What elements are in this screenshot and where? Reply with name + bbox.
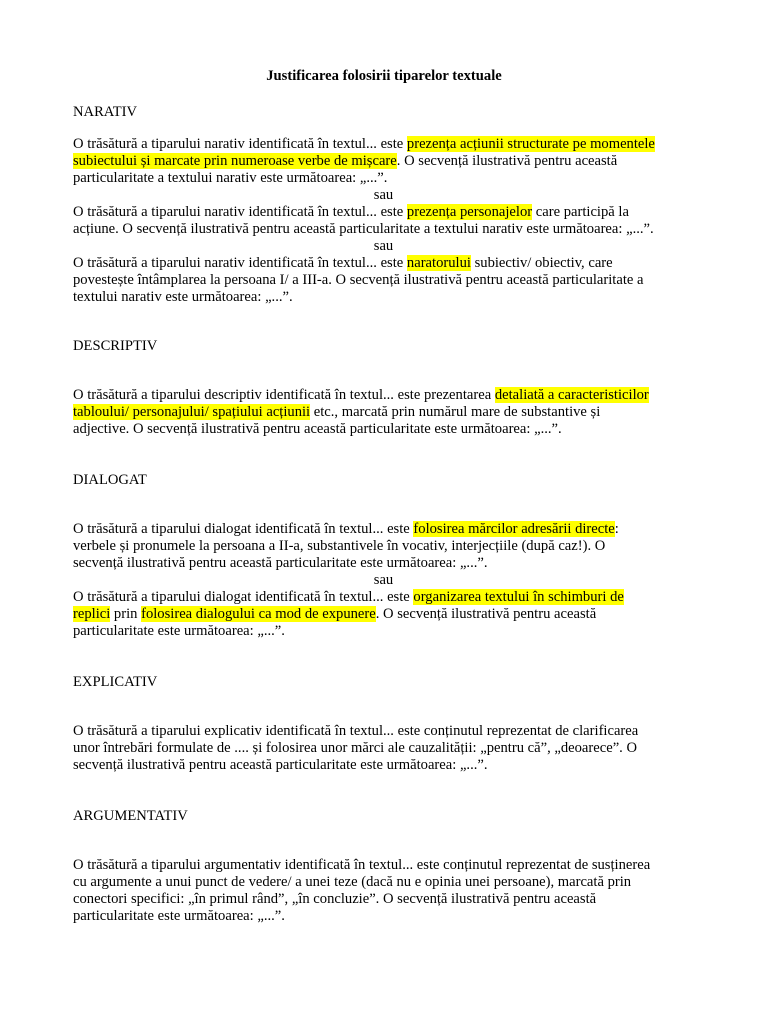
text-line [73, 404, 698, 421]
highlighted-text: detaliată a caracteristicilor [494, 387, 649, 403]
text-line: particularitate este următoarea: „...”. [73, 623, 285, 639]
text-run: O trăsătură a tiparului dialogat identificată în textul... este [73, 589, 414, 605]
section-heading-explicativ: EXPLICATIV [73, 674, 158, 690]
section-heading-narativ: NARATIV [73, 104, 138, 120]
text-run: : [614, 521, 619, 537]
text-line: povestește întâmplarea la persoana I/ a III-a. O secvență ilustrativă pentru această particularitate a [73, 272, 644, 288]
text-line: particularitate a textului narativ este următoarea: „...”. [73, 170, 388, 186]
sau-separator: sau [373, 187, 394, 203]
text-line [73, 255, 698, 272]
highlighted-text: subiectului și marcate prin numeroase verbe de mișcare [73, 153, 397, 169]
text-line: textului narativ este următoarea: „...”. [73, 289, 293, 305]
text-line: O trăsătură a tiparului argumentativ identificată în textul... este conținutul reprezentat de susținerea [73, 857, 651, 873]
text-line: cu argumente a unui punct de vedere/ a unei teze (dacă nu e opinia unei persoane), marcată prin [73, 874, 632, 890]
text-line [73, 521, 698, 538]
document-title: Justificarea folosirii tiparelor textuale [266, 68, 502, 84]
text-line [73, 153, 698, 170]
dialogat-paragraphs [73, 521, 698, 640]
text-run: . O secvență ilustrativă pentru această [396, 153, 618, 169]
text-line: unor întrebări formulate de .... și folosirea unor mărci ale cauzalității: „pentru că”, „deoarece”. O [73, 740, 638, 756]
text-line [73, 136, 698, 153]
text-line [73, 606, 698, 623]
text-line: adjective. O secvență ilustrativă pentru această particularitate este următoarea: „...”. [73, 421, 562, 437]
section-heading-argumentativ: ARGUMENTATIV [73, 808, 188, 824]
text-line [73, 387, 698, 404]
text-run: prin [110, 606, 142, 622]
sau-separator: sau [373, 572, 394, 588]
text-run: . O secvență ilustrativă pentru această [375, 606, 597, 622]
highlighted-text: folosirea mărcilor adresării directe [413, 521, 615, 537]
text-line: particularitate este următoarea: „...”. [73, 908, 285, 924]
sau-separator: sau [373, 238, 394, 254]
text-line: conectori specifici: „în primul rând”, „în concluzie”. O secvență ilustrativă pentru această [73, 891, 597, 907]
text-run: O trăsătură a tiparului narativ identificată în textul... este [73, 204, 407, 220]
highlighted-text: replici [73, 606, 111, 622]
text-line: secvență ilustrativă pentru această particularitate este următoarea: „...”. [73, 757, 488, 773]
text-line: acțiune. O secvență ilustrativă pentru această particularitate a textului narativ este următoarea: „...”. [73, 221, 654, 237]
highlighted-text: naratorului [406, 255, 471, 271]
descriptiv-paragraph [73, 387, 698, 438]
text-run: O trăsătură a tiparului dialogat identificată în textul... este [73, 521, 414, 537]
section-heading-dialogat: DIALOGAT [73, 472, 147, 488]
highlighted-text: prezența personajelor [406, 204, 533, 220]
text-line [73, 589, 698, 606]
text-run: O trăsătură a tiparului descriptiv identificată în textul... este prezentarea [73, 387, 495, 403]
argumentativ-paragraph [73, 857, 698, 925]
section-heading-descriptiv: DESCRIPTIV [73, 338, 158, 354]
text-line: O trăsătură a tiparului explicativ identificată în textul... este conținutul reprezentat de clarificarea [73, 723, 639, 739]
highlighted-text: folosirea dialogului ca mod de expunere [141, 606, 376, 622]
text-run: etc., marcată prin numărul mare de substantive și [310, 404, 601, 420]
highlighted-text: organizarea textului în schimburi de [413, 589, 624, 605]
text-line: secvență ilustrativă pentru această particularitate este următoarea: „...”. [73, 555, 488, 571]
text-run: care participă la [532, 204, 629, 220]
explicativ-paragraph [73, 723, 698, 774]
text-line [73, 204, 698, 221]
text-run: O trăsătură a tiparului narativ identificată în textul... este [73, 136, 407, 152]
text-run: O trăsătură a tiparului narativ identificată în textul... este [73, 255, 407, 271]
text-line: verbele și pronumele la persoana a II-a, substantivele în vocativ, interjecțiile (după caz!). O [73, 538, 606, 554]
highlighted-text: tabloului/ personajului/ spațiului acțiunii [73, 404, 311, 420]
text-run: subiectiv/ obiectiv, care [470, 255, 613, 271]
highlighted-text: prezența acțiunii structurate pe momentele [406, 136, 655, 152]
narativ-paragraphs [73, 136, 698, 306]
